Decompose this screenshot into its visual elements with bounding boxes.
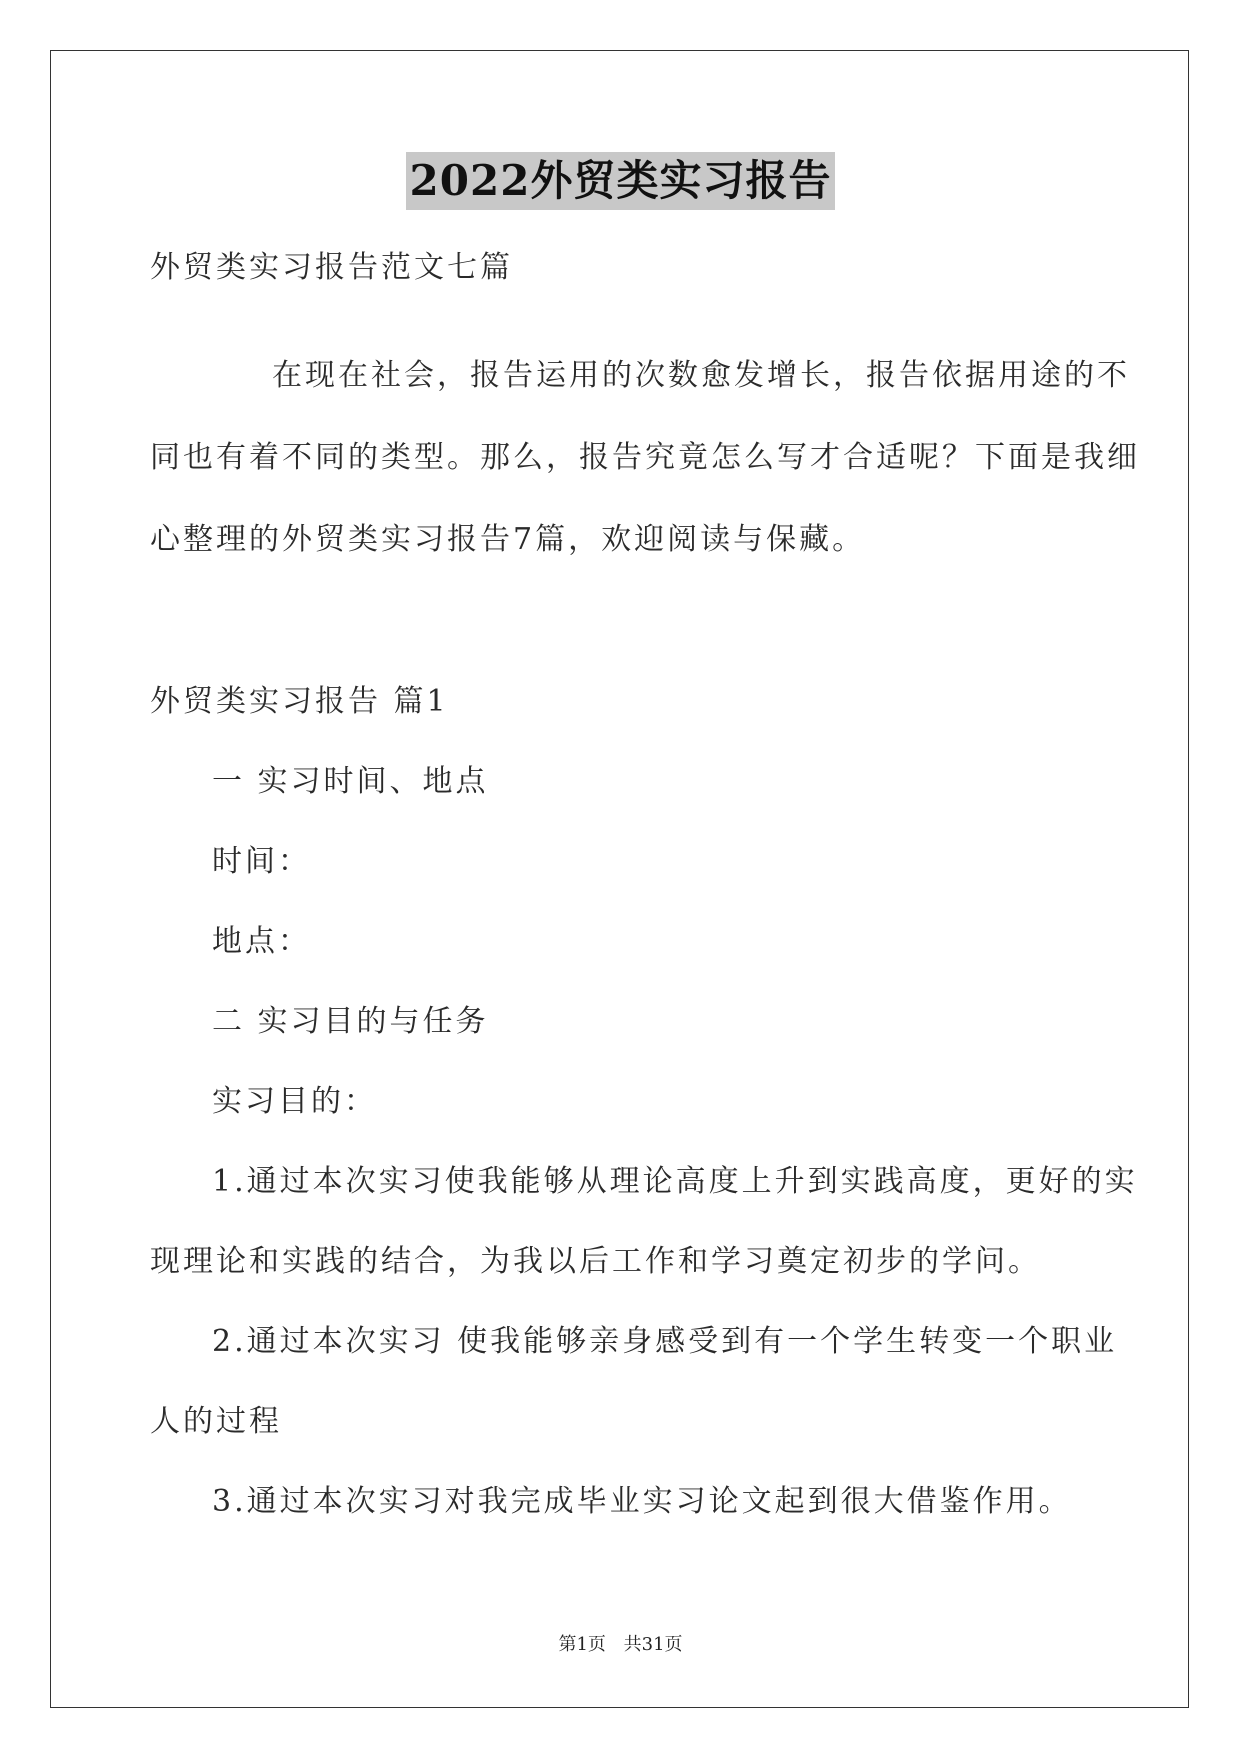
subheading-time-place: 一 实习时间、地点 [212, 764, 489, 799]
item-1-line-1: 1.通过本次实习使我能够从理论高度上升到实践高度，更好的实 [212, 1164, 1138, 1199]
item-2-line-1: 2.通过本次实习 使我能够亲身感受到有一个学生转变一个职业 [212, 1324, 1118, 1359]
section-heading: 外贸类实习报告 篇1 [150, 684, 449, 719]
subtitle-line: 外贸类实习报告范文七篇 [150, 250, 513, 285]
item-2-line-2: 人的过程 [150, 1404, 282, 1439]
place-label: 地点： [212, 924, 311, 959]
purpose-label: 实习目的： [212, 1084, 377, 1119]
time-label: 时间： [212, 844, 311, 879]
page-total: 共31页 [623, 1634, 683, 1655]
item-3-line-1: 3.通过本次实习对我完成毕业实习论文起到很大借鉴作用。 [212, 1484, 1072, 1519]
intro-line-2: 同也有着不同的类型。那么，报告究竟怎么写才合适呢？下面是我细 [150, 440, 1140, 475]
page-number: 第1页 [558, 1634, 606, 1655]
title-container [0, 152, 1241, 210]
page-footer [0, 1630, 1241, 1656]
document-title: 2022外贸类实习报告 [406, 152, 836, 210]
intro-line-1: 在现在社会，报告运用的次数愈发增长，报告依据用途的不 [272, 358, 1130, 393]
item-1-line-2: 现理论和实践的结合，为我以后工作和学习奠定初步的学问。 [150, 1244, 1041, 1279]
subheading-purpose-task: 二 实习目的与任务 [212, 1004, 489, 1039]
intro-line-3: 心整理的外贸类实习报告7篇，欢迎阅读与保藏。 [150, 522, 866, 557]
